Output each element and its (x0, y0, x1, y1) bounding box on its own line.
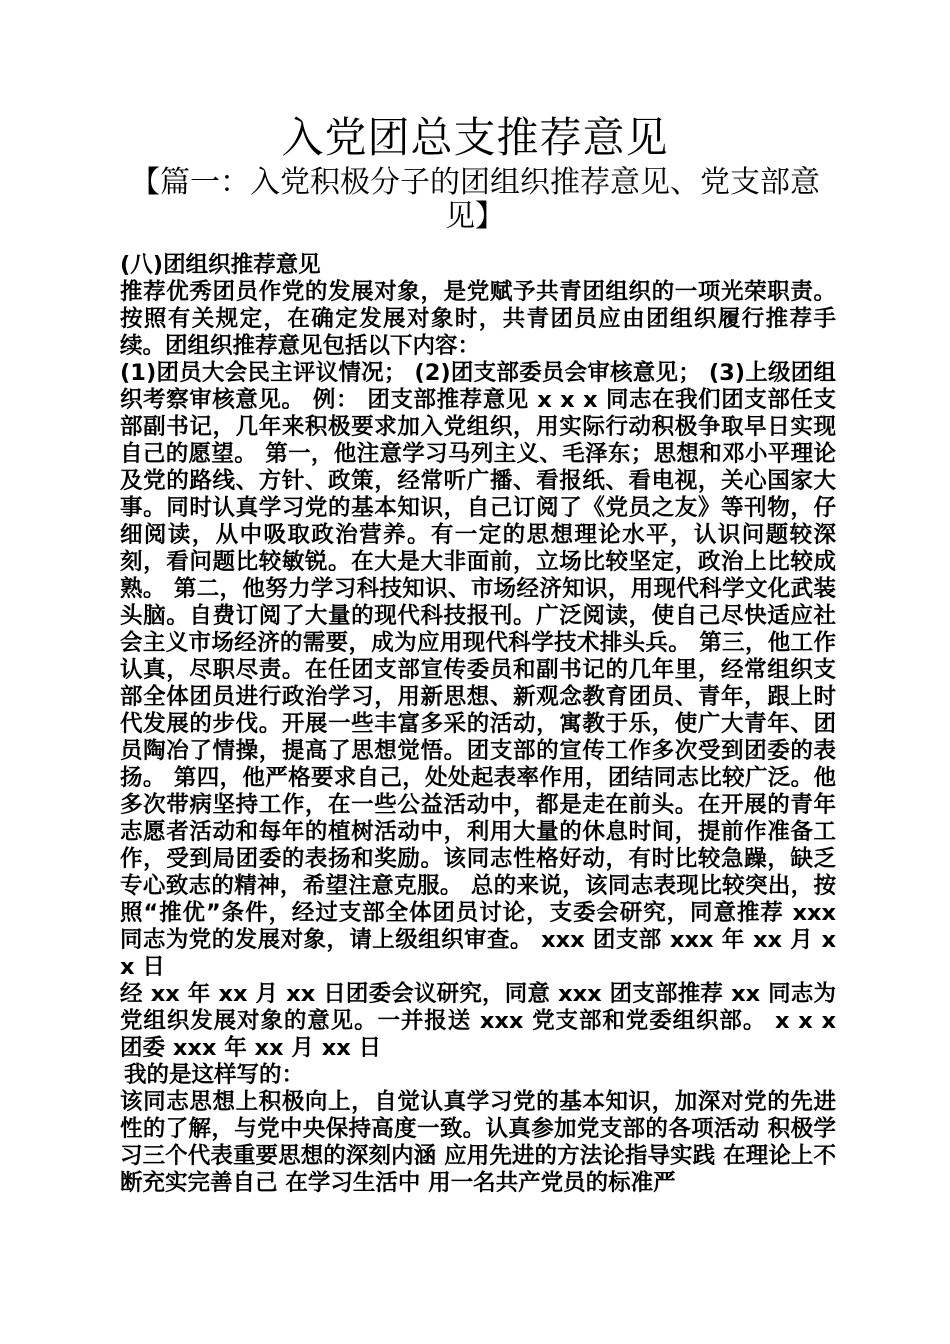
document-body (116, 252, 836, 1197)
paragraph-example: (1)团员大会民主评议情况； (2)团支部委员会审核意见； (3)上级团组织考察审核意见。 例： 团支部推荐意见 x x x 同志在我们团支部任支部副书记，几年来积极要求加入党组织，用实际行动积极争取早日实现自己的愿望。 第一，他注意学习马列主义、毛泽东；思想和邓小平理论及党的路线、方针、政策，经常听广播、看报纸、看电视，关心国家大事。同时认真学习党的基本知识，自己订阅了《党员之友》等刊物，仔细阅读，从中吸取政治营养。有一定的思想理论水平，认识问题较深刻，看问题比较敏锐。在大是大非面前，立场比较坚定，政治上比较成熟。 第二，他努力学习科技知识、市场经济知识，用现代科学文化武装头脑。自费订阅了大量的现代科技报刊。广泛阅读，使自己尽快适应社会主义市场经济的需要，成为应用现代科学技术排头兵。 第三，他工作认真，尽职尽责。在任团支部宣传委员和副书记的几年里，经常组织支部全体团员进行政治学习，用新思想、新观念教育团员、青年，跟上时代发展的步伐。开展一些丰富多采的活动，寓教于乐，使广大青年、团员陶冶了情操，提高了思想觉悟。团支部的宣传工作多次受到团委的表扬。 第四，他严格要求自己，处处起表率作用，团结同志比较广泛。他多次带病坚持工作，在一些公益活动中，都是走在前头。在开展的青年志愿者活动和每年的植树活动中，利用大量的休息时间，提前作准备工作，受到局团委的表扬和奖励。该同志性格好动，有时比较急躁，缺乏专心致志的精神，希望注意克服。 总的来说，该同志表现比较突出，按照“推优”条件，经过支部全体团员讨论，支委会研究，同意推荐 xxx 同志为党的发展对象，请上级组织审查。 xxx 团支部 xxx 年 xx 月 xx 日 (120, 360, 836, 980)
paragraph-my-version: 该同志思想上积极向上，自觉认真学习党的基本知识，加深对党的先进性的了解，与党中央保持高度一致。认真参加党支部的各项活动 积极学习三个代表重要思想的深刻内涵 应用先进的方法论指导实践 在理论上不断充实完善自己 在学习生活中 用一名共产党员的标准严 (120, 1089, 836, 1196)
paragraph-intro: 推荐优秀团员作党的发展对象，是党赋予共青团组织的一项光荣职责。按照有关规定，在确定发展对象时，共青团员应由团组织履行推荐手续。团组织推荐意见包括以下内容： (120, 279, 836, 359)
page-title: 入党团总支推荐意见 (281, 113, 669, 162)
paragraph-committee-opinion: 经 xx 年 xx 月 xx 日团委会议研究，同意 xxx 团支部推荐 xx 同志为党组织发展对象的意见。一并报送 xxx 党支部和党委组织部。 x x x 团委 xxx 年 xx 月 xx 日 (120, 981, 836, 1061)
paragraph-my-version-heading: 我的是这样写的： (124, 1062, 305, 1088)
section-heading: (八)团组织推荐意见 (120, 252, 321, 278)
page-subtitle: 【篇一：入党积极分子的团组织推荐意见、党支部意见】 (130, 165, 820, 234)
